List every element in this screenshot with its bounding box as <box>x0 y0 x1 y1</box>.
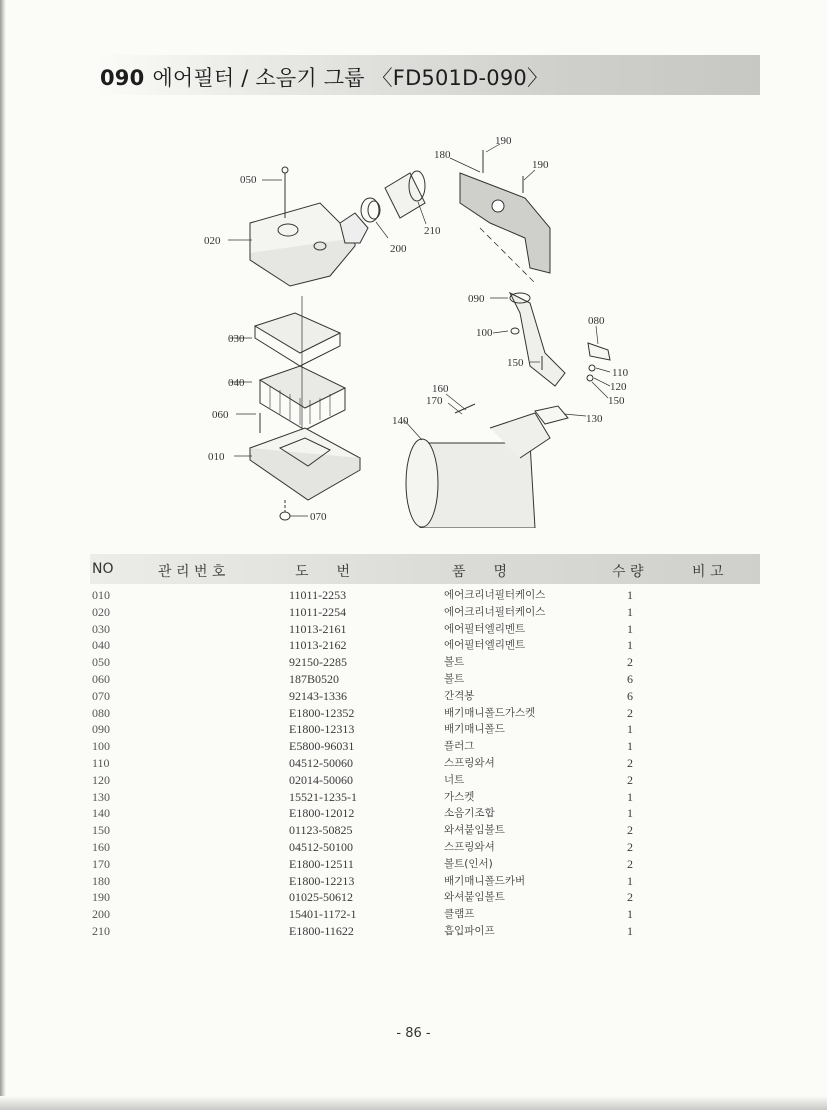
drawing-number: 11013-2161 <box>289 621 347 636</box>
table-row <box>0 654 827 671</box>
quantity: 1 <box>627 588 633 602</box>
quantity: 1 <box>627 739 633 754</box>
part-name: 소음기조합 <box>444 807 495 820</box>
callout-180: 180 <box>434 149 451 161</box>
quantity: 6 <box>627 688 633 703</box>
diagram-svg <box>190 128 650 528</box>
callout-070: 070 <box>310 511 327 523</box>
part-name: 스프링와셔 <box>444 840 495 853</box>
part-name: 간격봉 <box>444 689 475 702</box>
table-row <box>0 755 827 772</box>
quantity: 1 <box>627 604 633 619</box>
callout-110: 110 <box>612 367 629 379</box>
quantity: 2 <box>627 823 633 838</box>
table-row <box>0 688 827 705</box>
section-number: 090 <box>100 66 145 90</box>
quantity: 2 <box>627 655 633 670</box>
part-no: 160 <box>92 839 110 854</box>
quantity: 1 <box>627 923 633 938</box>
part-name: 흡입파이프 <box>444 924 495 937</box>
quantity: 1 <box>627 621 633 636</box>
part-no: 130 <box>92 789 110 804</box>
col-header-remarks: 비 고 <box>692 564 724 580</box>
part-name: 가스켓 <box>444 790 475 803</box>
table-row <box>0 789 827 806</box>
part-no: 060 <box>92 671 110 686</box>
table-row <box>0 587 827 604</box>
part-no: 070 <box>92 688 110 703</box>
col-header-part-name: 품 명 <box>452 564 508 580</box>
part-no: 140 <box>92 806 110 821</box>
drawing-number: E1800-12313 <box>289 722 355 737</box>
part-name: 에어크리너필터케이스 <box>444 589 546 601</box>
drawing-number: 01025-50612 <box>289 890 353 905</box>
quantity: 1 <box>627 638 633 653</box>
drawing-number: 11011-2253 <box>289 588 347 602</box>
drawing-number: E1800-12012 <box>289 806 355 821</box>
callout-120: 120 <box>610 381 627 393</box>
table-row <box>0 705 827 722</box>
callout-210: 210 <box>424 225 441 237</box>
quantity: 1 <box>627 806 633 821</box>
quantity: 1 <box>627 722 633 737</box>
part-no: 100 <box>92 739 110 754</box>
part-name: 에어필터엘리멘트 <box>444 622 526 635</box>
part-no: 090 <box>92 722 110 737</box>
page-edge-shadow <box>0 0 6 1110</box>
table-row <box>0 637 827 654</box>
part-no: 050 <box>92 655 110 670</box>
table-row <box>0 923 827 940</box>
part-name: 볼트 <box>444 672 465 685</box>
table-row <box>0 889 827 906</box>
table-row <box>0 721 827 738</box>
col-header-quantity: 수 량 <box>612 564 644 580</box>
callout-200: 200 <box>390 243 407 255</box>
drawing-number: 92150-2285 <box>289 655 347 670</box>
part-name: 스프링와셔 <box>444 756 495 769</box>
table-row <box>0 621 827 638</box>
callout-010: 010 <box>208 451 225 463</box>
drawing-number: E5800-96031 <box>289 739 355 754</box>
col-header-no: NO <box>92 561 114 577</box>
drawing-number: E1800-12352 <box>289 705 355 720</box>
table-row <box>0 805 827 822</box>
part-name: 볼트(인서) <box>444 857 493 870</box>
quantity: 1 <box>627 789 633 804</box>
quantity: 1 <box>627 873 633 888</box>
callout-100: 100 <box>476 327 493 339</box>
part-no: 080 <box>92 705 110 720</box>
part-name: 클램프 <box>444 908 475 921</box>
callout-150: 150 <box>507 357 524 369</box>
drawing-number: 01123-50825 <box>289 823 353 838</box>
col-header-management-number: 관 리 번 호 <box>158 564 226 580</box>
part-no: 180 <box>92 873 110 888</box>
callout-050: 050 <box>240 174 257 186</box>
part-name: 배기매니폴드가스켓 <box>444 706 536 719</box>
part-no: 110 <box>92 755 110 770</box>
quantity: 2 <box>627 890 633 905</box>
drawing-number: 187B0520 <box>289 671 340 686</box>
quantity: 2 <box>627 705 633 720</box>
callout-130: 130 <box>586 413 603 425</box>
callout-030: 030 <box>228 333 245 345</box>
callout-170: 170 <box>426 395 443 407</box>
part-name: 배기매니폴드 <box>444 723 505 736</box>
drawing-number: 15401-1172-1 <box>289 907 357 922</box>
col-header-drawing-number: 도 번 <box>295 564 351 580</box>
drawing-number: E1800-12511 <box>289 856 354 871</box>
section-title: 에어필터 / 소음기 그룹 〈FD501D-090〉 <box>152 66 549 90</box>
page-bottom-edge <box>0 1096 827 1110</box>
table-row <box>0 822 827 839</box>
part-name: 배기매니폴드카버 <box>444 874 526 887</box>
table-row <box>0 671 827 688</box>
page-number: - 86 - <box>396 1026 431 1041</box>
quantity: 1 <box>627 907 633 922</box>
callout-020: 020 <box>204 235 221 247</box>
callout-140: 140 <box>392 415 409 427</box>
drawing-number: 92143-1336 <box>289 688 347 703</box>
callout-190: 190 <box>495 135 512 147</box>
part-no: 210 <box>92 923 110 938</box>
exploded-parts-diagram <box>190 128 650 528</box>
part-no: 120 <box>92 772 110 787</box>
part-name: 플러그 <box>444 740 475 753</box>
quantity: 2 <box>627 856 633 871</box>
parts-table-body <box>0 587 827 940</box>
part-no: 150 <box>92 823 110 838</box>
table-row <box>0 604 827 621</box>
callout-150b: 150 <box>608 395 625 407</box>
callout-040: 040 <box>228 377 245 389</box>
page-title <box>100 62 548 92</box>
quantity: 6 <box>627 671 633 686</box>
quantity: 2 <box>627 755 633 770</box>
table-row <box>0 906 827 923</box>
drawing-number: 02014-50060 <box>289 772 353 787</box>
part-name: 볼트 <box>444 656 465 669</box>
callout-190b: 190 <box>532 159 549 171</box>
callout-160: 160 <box>432 383 449 395</box>
part-no: 030 <box>92 621 110 636</box>
part-no: 020 <box>92 604 110 619</box>
part-no: 190 <box>92 890 110 905</box>
drawing-number: E1800-12213 <box>289 873 355 888</box>
quantity: 2 <box>627 772 633 787</box>
drawing-number: 04512-50060 <box>289 755 353 770</box>
table-row <box>0 738 827 755</box>
part-name: 에어크리너필터케이스 <box>444 605 546 618</box>
drawing-number: 15521-1235-1 <box>289 789 357 804</box>
drawing-number: 04512-50100 <box>289 839 353 854</box>
quantity: 2 <box>627 839 633 854</box>
part-name: 너트 <box>444 773 465 786</box>
table-row <box>0 873 827 890</box>
part-name: 에어필터엘리멘트 <box>444 639 526 652</box>
drawing-number: E1800-11622 <box>289 923 354 938</box>
drawing-number: 11013-2162 <box>289 638 347 653</box>
part-no: 200 <box>92 907 110 922</box>
drawing-number: 11011-2254 <box>289 604 347 619</box>
callout-060: 060 <box>212 409 229 421</box>
part-no: 010 <box>92 588 110 602</box>
part-name: 와셔붙임볼트 <box>444 891 505 904</box>
table-row <box>0 856 827 873</box>
table-row <box>0 839 827 856</box>
part-name: 와셔붙임볼트 <box>444 824 505 837</box>
callout-090: 090 <box>468 293 485 305</box>
part-no: 040 <box>92 638 110 653</box>
callout-080: 080 <box>588 315 605 327</box>
part-no: 170 <box>92 856 110 871</box>
table-row <box>0 772 827 789</box>
